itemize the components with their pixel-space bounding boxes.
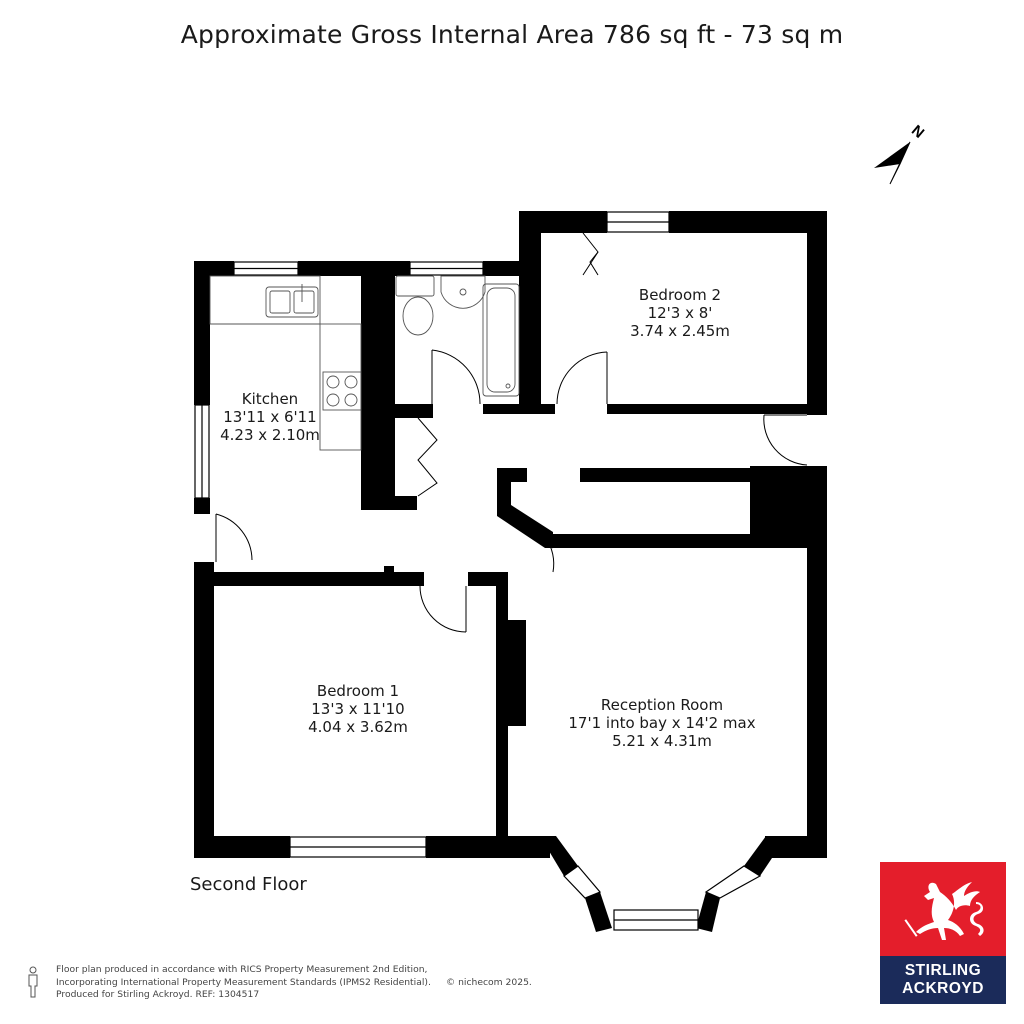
room-metric: 4.04 x 3.62m — [308, 718, 408, 736]
griffin-icon — [880, 862, 1006, 956]
logo-line-1: STIRLING — [904, 962, 982, 979]
footer-credit: © nichecom 2025. — [446, 977, 532, 988]
room-metric: 3.74 x 2.45m — [630, 322, 730, 340]
room-name: Bedroom 2 — [638, 286, 722, 304]
room-label-reception — [568, 696, 755, 750]
footer-notes — [56, 964, 431, 1002]
logo-red-panel — [880, 862, 1006, 956]
bath-icon — [483, 284, 519, 396]
walls — [194, 211, 827, 932]
toilet-icon — [403, 297, 433, 335]
page-title: Approximate Gross Internal Area 786 sq ft - 73 sq m — [180, 20, 844, 49]
north-arrow-icon — [870, 118, 940, 188]
room-label-kitchen — [220, 390, 320, 444]
floor-label: Second Floor — [190, 874, 307, 895]
room-metric: 5.21 x 4.31m — [612, 732, 712, 750]
room-name: Kitchen — [241, 390, 299, 408]
footer-line: Floor plan produced in accordance with RICS Property Measurement 2nd Edition, — [56, 964, 428, 975]
room-imperial: 13'3 x 11'10 — [311, 700, 405, 718]
north-label: N — [908, 121, 928, 142]
room-imperial: 13'11 x 6'11 — [223, 408, 317, 426]
footer-line: Produced for Stirling Ackroyd. REF: 1304517 — [56, 989, 260, 1000]
room-imperial: 12'3 x 8' — [647, 304, 713, 322]
logo-line-2: ACKROYD — [902, 980, 984, 997]
basin-icon — [441, 276, 485, 308]
person-scale-icon — [24, 966, 42, 998]
logo-text-panel — [880, 956, 1006, 1004]
stirling-ackroyd-logo — [880, 862, 1006, 1004]
room-name: Bedroom 1 — [316, 682, 400, 700]
room-label-bedroom-2 — [630, 286, 730, 340]
room-name: Reception Room — [600, 696, 724, 714]
sink-icon — [266, 287, 318, 317]
room-label-bedroom-1 — [308, 682, 408, 736]
toilet-cistern-icon — [396, 276, 434, 296]
room-imperial: 17'1 into bay x 14'2 max — [568, 714, 756, 732]
room-metric: 4.23 x 2.10m — [220, 426, 320, 444]
footer-line: Incorporating International Property Measurement Standards (IPMS2 Residential). — [56, 976, 431, 988]
